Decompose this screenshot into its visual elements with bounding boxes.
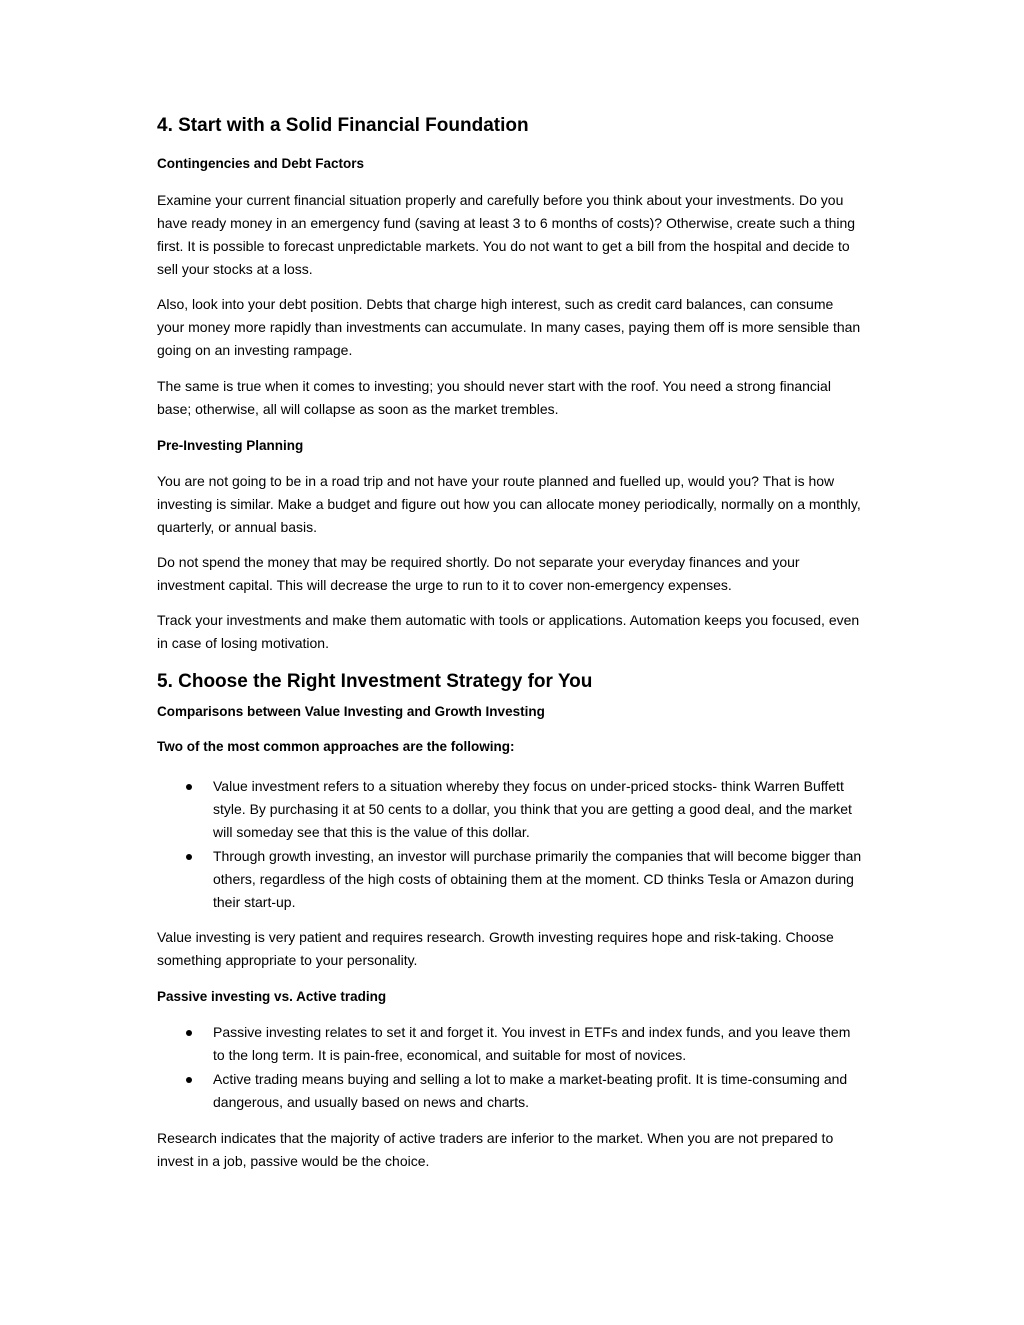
subheading-common-approaches: Two of the most common approaches are the following:	[157, 739, 515, 754]
section-4-title: 4. Start with a Solid Financial Foundation	[157, 115, 529, 136]
bullet-icon	[186, 1077, 192, 1083]
paragraph: The same is true when it comes to investing; you should never start with the roof. You need a strong financial base; otherwise, all will collapse as soon as the market trembles.	[157, 378, 831, 417]
bullet-list-trading	[157, 1021, 863, 1114]
subheading-contingencies: Contingencies and Debt Factors	[157, 156, 365, 171]
bullet-icon	[186, 1030, 192, 1036]
list-item-text: Active trading means buying and selling a lot to make a market-beating profit. It is time-consuming and dangerous, and usually based on news and charts.	[213, 1071, 848, 1110]
paragraph: Research indicates that the majority of active traders are inferior to the market. When you are not prepared to invest in a job, passive would be the choice.	[157, 1130, 834, 1169]
paragraph: Examine your current financial situation properly and carefully before you think about your investments. Do you have ready money in an emergency fund (saving at least 3 to 6 months of costs)? Otherwise, create such a thing first. It is possible to forecast unpredictable markets. You do not want to get a bill from the hospital and decide to sell your stocks at a loss.	[157, 192, 856, 277]
bullet-icon	[186, 854, 192, 860]
paragraph: You are not going to be in a road trip and not have your route planned and fuelled up, would you? That is how investing is similar. Make a budget and figure out how you can allocate money periodically, normally on a monthly, quarterly, or annual basis.	[157, 473, 861, 535]
list-item-text: Value investment refers to a situation whereby they focus on under-priced stocks- think Warren Buffett style. By purchasing it at 50 cents to a dollar, you think that you are getting a good deal, and the market will someday see that this is the value of this dollar.	[213, 778, 852, 840]
list-item	[157, 845, 863, 914]
bullet-icon	[186, 784, 192, 790]
list-item	[157, 775, 863, 844]
list-item	[157, 1068, 863, 1114]
list-item	[157, 1021, 863, 1067]
subheading-value-vs-growth: Comparisons between Value Investing and Growth Investing	[157, 704, 545, 719]
paragraph: Do not spend the money that may be required shortly. Do not separate your everyday finances and your investment capital. This will decrease the urge to run to it to cover non-emergency expenses.	[157, 554, 800, 593]
list-item-text: Through growth investing, an investor will purchase primarily the companies that will become bigger than others, regardless of the high costs of obtaining them at the moment. CD thinks Tesla or Amazon during their start-up.	[213, 848, 862, 910]
subheading-pre-investing: Pre-Investing Planning	[157, 438, 304, 453]
subheading-passive-vs-active: Passive investing vs. Active trading	[157, 989, 387, 1004]
list-item-text: Passive investing relates to set it and forget it. You invest in ETFs and index funds, and you leave them to the long term. It is pain-free, economical, and suitable for most of novices.	[213, 1024, 851, 1063]
paragraph: Also, look into your debt position. Debts that charge high interest, such as credit card balances, can consume your money more rapidly than investments can accumulate. In many cases, paying them off is more sensible than going on an investing rampage.	[157, 296, 861, 358]
section-5-title: 5. Choose the Right Investment Strategy for You	[157, 671, 593, 692]
paragraph: Track your investments and make them automatic with tools or applications. Automation keeps you focused, even in case of losing motivation.	[157, 612, 860, 651]
document-page	[157, 113, 863, 1173]
bullet-list-strategies	[157, 775, 863, 914]
paragraph: Value investing is very patient and requires research. Growth investing requires hope and risk-taking. Choose something appropriate to your personality.	[157, 929, 834, 968]
